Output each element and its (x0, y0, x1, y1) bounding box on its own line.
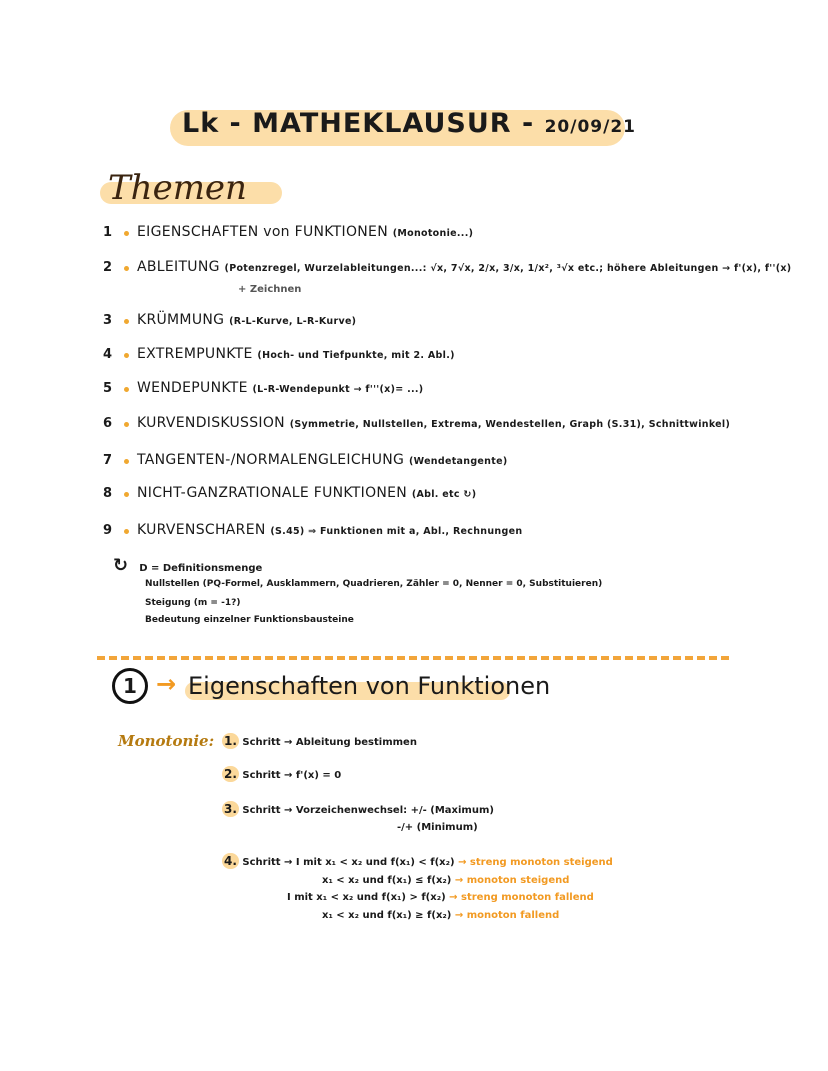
bullet-icon (124, 529, 129, 534)
topic-number: 7 (103, 453, 113, 468)
monotonie-row (322, 875, 569, 886)
step-text: Schritt → Ableitung bestimmen (242, 737, 417, 748)
topic-note: (Abl. etc ↻) (411, 489, 477, 500)
topic-number: 4 (103, 347, 113, 362)
section-divider (97, 656, 729, 660)
title-text: Lk - MATHEKLAUSUR - (182, 108, 535, 139)
topic-label: WENDEPUNKTE (137, 380, 248, 396)
step-text: Schritt → I mit x₁ < x₂ und f(x₁) < f(x₂) (242, 857, 455, 868)
topic-note: (Monotonie...) (392, 228, 474, 239)
bullet-icon (124, 387, 129, 392)
note-line: Bedeutung einzelner Funktionsbausteine (145, 615, 354, 625)
topic-label: KRÜMMUNG (137, 312, 225, 328)
notes-block (113, 555, 262, 576)
step-number: 3. (224, 802, 237, 816)
note-line: D = Definitionsmenge (139, 563, 263, 574)
topic-item (137, 259, 791, 275)
topic-label: KURVENDISKUSSION (137, 415, 285, 431)
step-number: 4. (224, 854, 237, 868)
topic-note: (S.45) ⇒ Funktionen mit a, Abl., Rechnungen (270, 526, 523, 537)
bullet-icon (124, 353, 129, 358)
topic-item (137, 452, 507, 468)
step-4 (222, 854, 613, 868)
row-result: → monoton steigend (454, 875, 570, 886)
page-title (182, 108, 636, 139)
topic-note: (Wendetangente) (408, 456, 508, 467)
topic-sub: + Zeichnen (238, 284, 302, 295)
note-line: Nullstellen (PQ-Formel, Ausklammern, Quadrieren, Zähler = 0, Nenner = 0, Substituieren) (145, 579, 603, 589)
topic-label: EXTREMPUNKTE (137, 346, 253, 362)
topic-item (137, 380, 423, 396)
topic-label: TANGENTEN-/NORMALENGLEICHUNG (137, 452, 405, 468)
topic-number: 1 (103, 225, 113, 240)
row-result: → streng monoton fallend (449, 892, 594, 903)
monotonie-row (322, 910, 559, 921)
bullet-icon (124, 266, 129, 271)
topic-number: 5 (103, 381, 113, 396)
step-3-extra: -/+ (Minimum) (397, 822, 478, 833)
topic-item (137, 312, 356, 328)
topic-item (137, 415, 730, 431)
title-date: 20/09/21 (544, 117, 636, 137)
topic-item (137, 346, 455, 362)
row-result: → monoton fallend (454, 910, 560, 921)
topic-label: EIGENSCHAFTEN von FUNKTIONEN (137, 224, 388, 240)
topic-label: NICHT-GANZRATIONALE FUNKTIONEN (137, 485, 408, 501)
step-result: → streng monoton steigend (458, 857, 613, 868)
bullet-icon (124, 319, 129, 324)
monotonie-label: Monotonie: (118, 732, 215, 750)
topic-note: (Hoch- und Tiefpunkte, mit 2. Abl.) (257, 350, 455, 361)
bullet-icon (124, 459, 129, 464)
arrow-right-icon: → (156, 670, 177, 698)
bullet-icon (124, 422, 129, 427)
topic-number: 6 (103, 416, 113, 431)
topic-number: 9 (103, 523, 113, 538)
topic-number: 2 (103, 260, 113, 275)
topic-item (137, 224, 473, 240)
topic-number: 3 (103, 313, 113, 328)
row-text: x₁ < x₂ und f(x₁) ≥ f(x₂) (322, 910, 452, 921)
topic-note: (Symmetrie, Nullstellen, Extrema, Wendestellen, Graph (S.31), Schnittwinkel) (289, 419, 731, 430)
step-number: 2. (224, 767, 237, 781)
return-arrow-icon: ↻ (113, 555, 129, 576)
bullet-icon (124, 492, 129, 497)
note-line: Steigung (m = -1?) (145, 598, 241, 608)
row-text: x₁ < x₂ und f(x₁) ≤ f(x₂) (322, 875, 452, 886)
topic-label: KURVENSCHAREN (137, 522, 266, 538)
step-number: 1. (224, 734, 237, 748)
topic-note: (L-R-Wendepunkt → f'''(x)= ...) (252, 384, 424, 395)
topic-item (137, 485, 476, 501)
step-text: Schritt → Vorzeichenwechsel: +/- (Maximum) (242, 805, 494, 816)
bullet-icon (124, 231, 129, 236)
step-text: Schritt → f'(x) = 0 (242, 770, 342, 781)
topic-note: (R-L-Kurve, L-R-Kurve) (229, 316, 357, 327)
section-number: 1 (112, 668, 148, 704)
topic-note: (Potenzregel, Wurzelableitungen...: √x, 7√x, 2/x, 3/x, 1/x², ³√x etc.; höhere Ableitungen → f'(x), f''(x) (224, 263, 792, 274)
step-2 (222, 767, 341, 781)
section-heading: Eigenschaften von Funktionen (188, 672, 551, 700)
topic-number: 8 (103, 486, 113, 501)
themen-heading: Themen (108, 168, 247, 208)
row-text: I mit x₁ < x₂ und f(x₁) > f(x₂) (287, 892, 446, 903)
topic-label: ABLEITUNG (137, 259, 220, 275)
topic-item (137, 522, 522, 538)
step-3 (222, 802, 494, 816)
monotonie-row (287, 892, 594, 903)
step-1 (222, 734, 417, 748)
